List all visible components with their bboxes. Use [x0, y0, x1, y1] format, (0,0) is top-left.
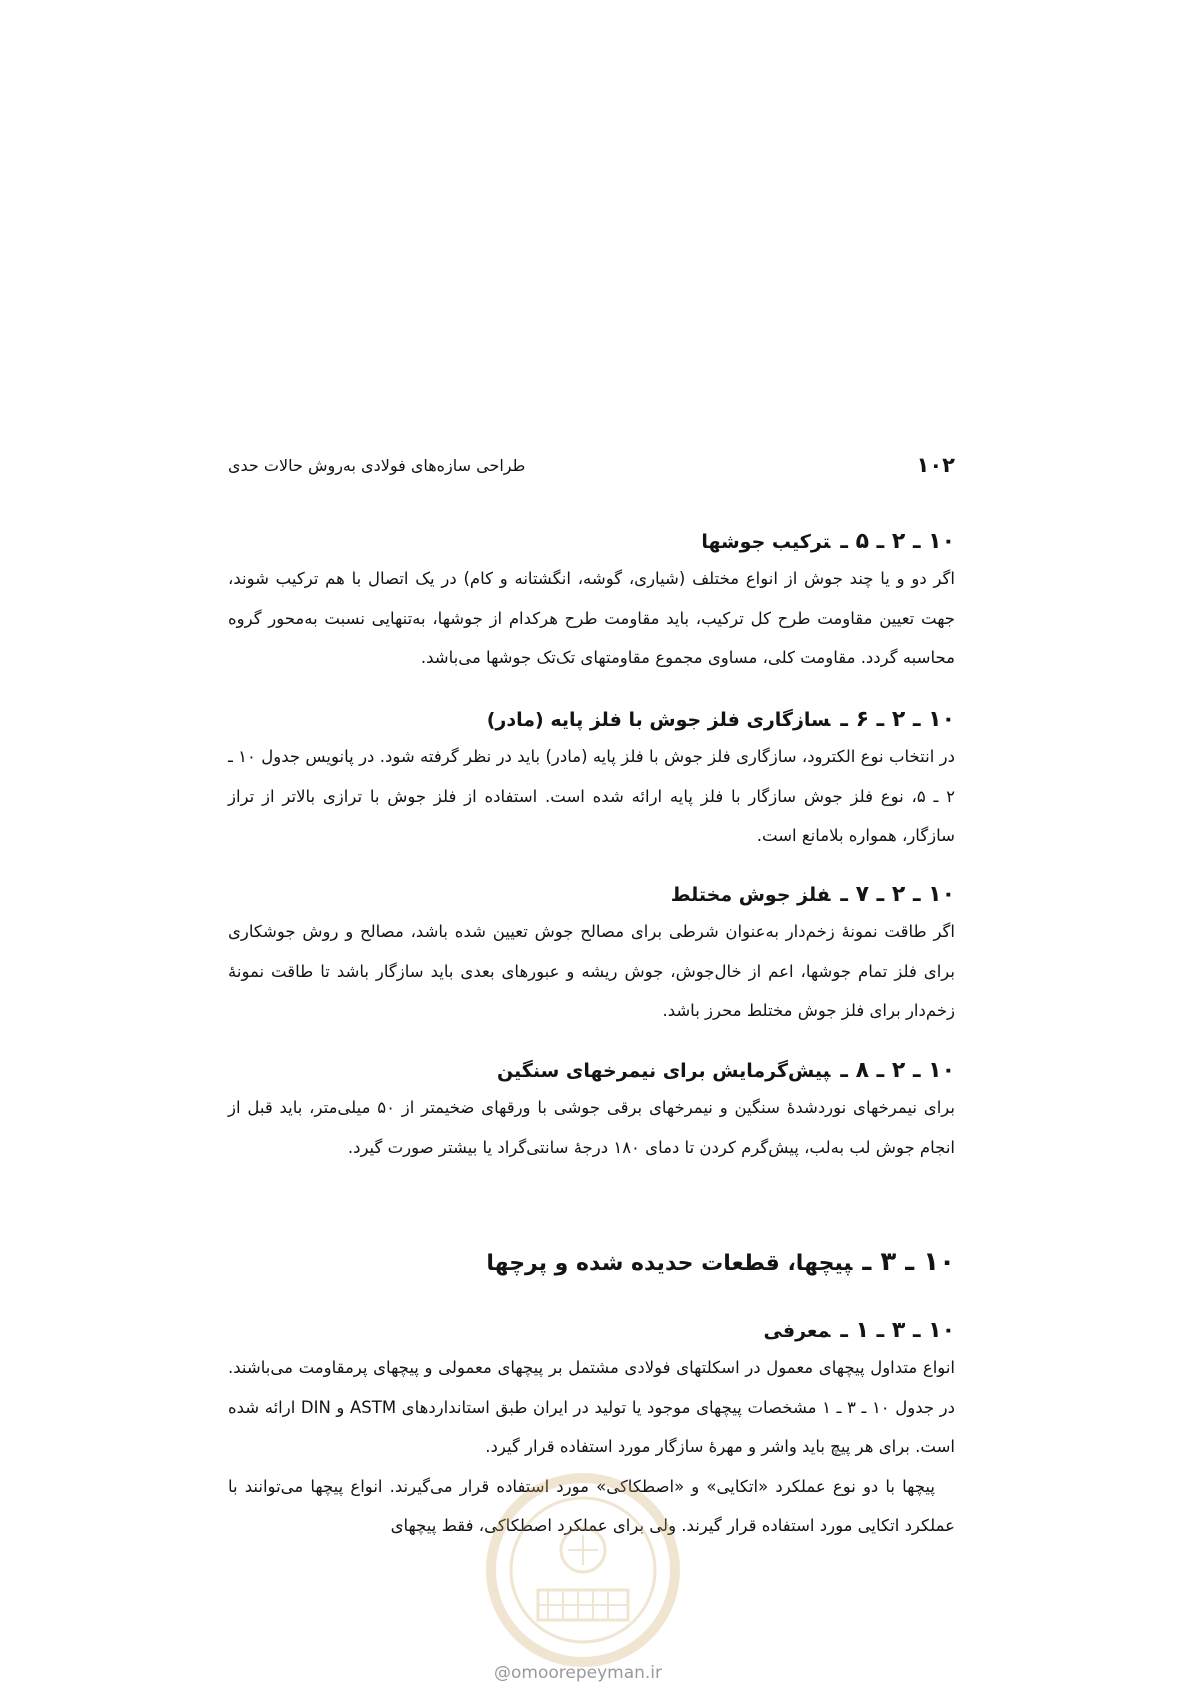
section-paragraph: برای نیمرخهای نوردشدهٔ سنگین و نیمرخهای برقی جوشی با ورقهای ضخیمتر از ۵۰ میلی‌متر، باید قبل از انجام جوش لب به‌لب، پیش‌گرم کردن تا دمای ۱۸۰ درجهٔ سانتی‌گراد یا بیشتر صورت گیرد.: [228, 1098, 955, 1157]
seal-watermark-icon: [478, 1470, 688, 1670]
section-paragraph: اگر دو و یا چند جوش از انواع مختلف (شیاری، گوشه، انگشتانه و کام) در یک اتصال با هم ترکیب شوند، جهت تعیین مقاومت طرح کل ترکیب، باید مقاومت طرح هرکدام از جوشها، به‌تنهایی نسبت به‌محور گروه محاسبه گردد. مقاومت کلی، مساوی مجموع مقاومتهای تک‌تک جوشها می‌باشد.: [228, 569, 955, 667]
section-heading: [228, 1056, 955, 1086]
section-heading: [228, 880, 955, 910]
section-paragraph: پیچها با دو نوع عملکرد «اتکایی» و «اصطکاکی» مورد استفاده قرار می‌گیرند. انواع پیچها می‌توانند با عملکرد اتکایی مورد استفاده قرار گیرند. ولی برای عملکرد اصطکاکی، فقط پیچهای: [228, 1476, 955, 1535]
section-10-2-5: [228, 527, 955, 678]
section-paragraph: انواع متداول پیچهای معمول در اسکلتهای فولادی مشتمل بر پیچهای معمولی و پیچهای پرمقاومت می‌باشند. در جدول ۱۰ ـ ۳ ـ ۱ مشخصات پیچهای موجود یا تولید در ایران طبق استانداردهای ASTM و DIN ارائه شده است. برای هر پیچ باید واشر و مهرهٔ سازگار مورد استفاده قرار گیرد.: [228, 1358, 955, 1456]
section-title: سازگاری فلز جوش با فلز پایه (مادر): [486, 709, 831, 731]
running-head: [228, 453, 955, 483]
section-title: پیچها، قطعات حدیده شده و پرچها: [486, 1251, 853, 1276]
section-number: ۱۰ ـ ۲ ـ ۶ ـ: [840, 707, 955, 732]
chapter-section-heading: [228, 1247, 955, 1279]
page-number: ۱۰۲: [916, 453, 955, 477]
section-10-2-7: [228, 880, 955, 1031]
section-10-3: [228, 1247, 955, 1279]
watermark-url: @omoorepeyman.ir: [494, 1663, 663, 1683]
book-title: طراحی سازه‌های فولادی به‌روش حالات حدی: [228, 456, 526, 475]
section-title: ترکیب جوشها: [701, 531, 831, 553]
section-paragraph: اگر طاقت نمونهٔ زخم‌دار به‌عنوان شرطی برای مصالح جوش تعیین شده باشد، مصالح و روش جوشکاری برای فلز تمام جوشها، اعم از خال‌جوش، جوش ریشه و عبورهای بعدی باید سازگار باشد تا طاقت نمونهٔ زخم‌دار برای فلز جوش مختلط محرز باشد.: [228, 922, 955, 1020]
section-title: معرفی: [763, 1320, 831, 1342]
section-number: ۱۰ ـ ۳ ـ: [862, 1247, 955, 1277]
section-number: ۱۰ ـ ۲ ـ ۵ ـ: [840, 529, 955, 554]
section-10-2-6: [228, 705, 955, 856]
section-heading: [228, 1316, 955, 1346]
section-title: فلز جوش مختلط: [670, 884, 831, 906]
section-number: ۱۰ ـ ۳ ـ ۱ ـ: [840, 1318, 955, 1343]
section-number: ۱۰ ـ ۲ ـ ۷ ـ: [840, 882, 955, 907]
section-heading: [228, 527, 955, 557]
section-number: ۱۰ ـ ۲ ـ ۸ ـ: [840, 1058, 955, 1083]
section-heading: [228, 705, 955, 735]
section-title: پیش‌گرمایش برای نیمرخهای سنگین: [496, 1060, 831, 1082]
section-10-2-8: [228, 1056, 955, 1167]
section-paragraph: در انتخاب نوع الکترود، سازگاری فلز جوش با فلز پایه (مادر) باید در نظر گرفته شود. در پانویس جدول ۱۰ ـ ۲ ـ ۵، نوع فلز جوش سازگار با فلز پایه ارائه شده است. استفاده از فلز جوش با ترازی بالاتر از تراز سازگار، همواره بلامانع است.: [228, 747, 955, 845]
